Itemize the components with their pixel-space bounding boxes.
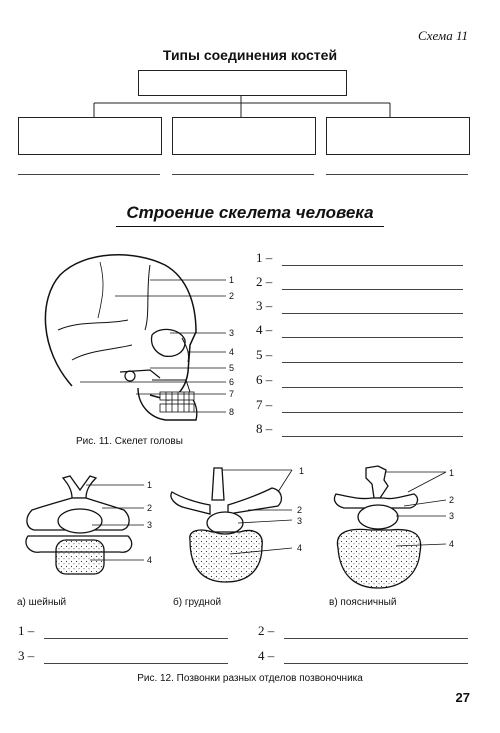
lumbar-callout-3: 3 — [449, 511, 455, 521]
lumbar-foramen — [358, 505, 398, 529]
lumbar-callout-numbers — [449, 468, 454, 549]
answer-line[interactable] — [284, 653, 468, 664]
thoracic-callout-3: 3 — [297, 516, 303, 526]
vertebra-answer-row-2[interactable] — [258, 623, 468, 639]
skull-callout-2: 2 — [229, 291, 235, 301]
cervical-label: а) шейный — [17, 597, 67, 608]
row-label: 6 – — [256, 372, 273, 387]
scheme-label: Схема 11 — [418, 28, 468, 43]
figure-11-caption: Рис. 11. Скелет головы — [76, 436, 183, 447]
lumbar-vertebra — [334, 466, 420, 588]
row-label: 3 – — [18, 648, 35, 663]
cervical-callout-4: 4 — [147, 555, 153, 565]
thoracic-label: б) грудной — [173, 597, 222, 608]
answer-line[interactable] — [284, 628, 468, 639]
thoracic-body — [190, 530, 262, 582]
skull-callout-4: 4 — [229, 347, 235, 357]
answer-line[interactable] — [44, 628, 228, 639]
skeleton-structure-title: Строение скелета человека — [126, 203, 374, 222]
thoracic-callout-2: 2 — [297, 505, 303, 515]
cervical-spinous-process — [63, 476, 96, 498]
vertebra-answer-row-4[interactable] — [258, 648, 468, 664]
row-label: 4 – — [256, 322, 273, 337]
row-label: 3 – — [256, 298, 273, 313]
lumbar-label: в) поясничный — [329, 597, 397, 608]
row-label: 1 – — [18, 623, 35, 638]
thoracic-callout-numbers — [297, 466, 304, 553]
row-label: 8 – — [256, 421, 273, 436]
cervical-callout-2: 2 — [147, 503, 153, 513]
row-label: 7 – — [256, 397, 273, 412]
vertebra-answer-row-1[interactable] — [18, 623, 228, 639]
cervical-callout-1: 1 — [147, 480, 153, 490]
row-label: 4 – — [258, 648, 275, 663]
bone-joint-types-title: Типы соединения костей — [162, 47, 338, 63]
row-label: 2 – — [256, 274, 273, 289]
thoracic-vertebra — [171, 468, 281, 582]
skull-callout-1: 1 — [229, 275, 235, 285]
row-label: 5 – — [256, 347, 273, 362]
figure-12-caption: Рис. 12. Позвонки разных отделов позвоночника — [137, 673, 363, 684]
skull-callout-3: 3 — [229, 328, 235, 338]
skull-callout-6: 6 — [229, 377, 235, 387]
answer-line[interactable] — [44, 653, 228, 664]
lumbar-callout-4: 4 — [449, 539, 455, 549]
lumbar-spinous-process — [366, 466, 388, 498]
thoracic-callout-1: 1 — [299, 466, 305, 476]
thoracic-foramen — [207, 512, 243, 534]
cervical-body — [56, 540, 104, 574]
thoracic-callout-4: 4 — [297, 543, 303, 553]
lumbar-body — [337, 529, 420, 588]
cervical-callout-numbers — [147, 480, 152, 565]
lumbar-callout-1: 1 — [449, 468, 455, 478]
skull-callout-7: 7 — [229, 389, 235, 399]
page-number: 27 — [455, 690, 470, 705]
cervical-callout-3: 3 — [147, 520, 153, 530]
row-label: 1 – — [256, 250, 273, 265]
vertebra-answer-row-3[interactable] — [18, 648, 228, 664]
thoracic-spinous-process — [212, 468, 224, 500]
skull-callout-5: 5 — [229, 363, 235, 373]
skull-callout-8: 8 — [229, 407, 235, 417]
lumbar-callout-2: 2 — [449, 495, 455, 505]
thoracic-left-transverse — [171, 492, 210, 514]
row-label: 2 – — [258, 623, 275, 638]
cervical-foramen — [58, 509, 102, 533]
